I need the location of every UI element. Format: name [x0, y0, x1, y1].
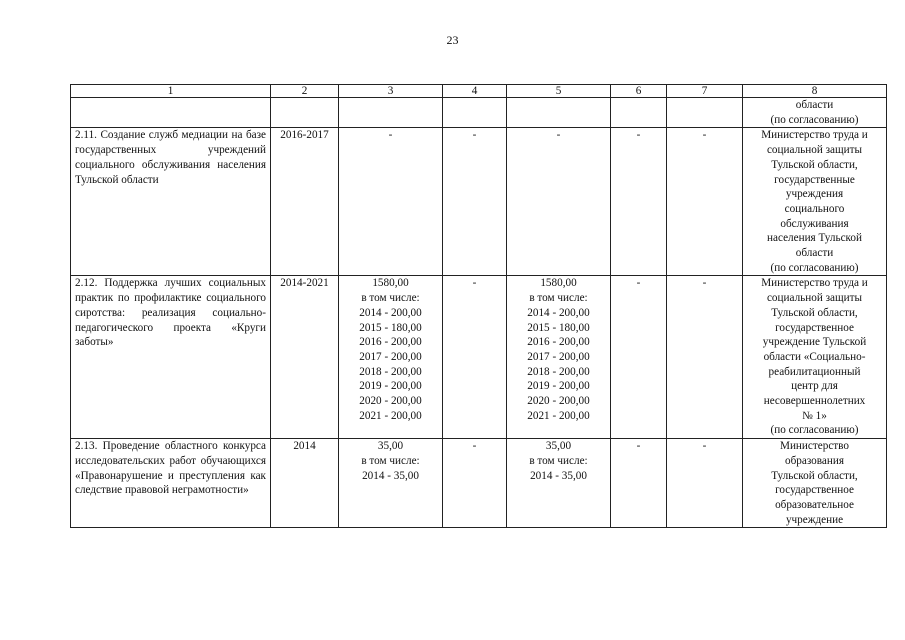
- header-col-4: 4: [443, 85, 507, 98]
- text-line: в том числе:: [361, 454, 420, 467]
- text-line: государственное: [775, 484, 854, 497]
- text-line: 2016 - 200,00: [527, 336, 590, 349]
- text-line: центр для: [791, 380, 838, 393]
- funding-cell: -: [443, 276, 507, 439]
- header-row: [71, 85, 887, 98]
- text-line: 2021 - 200,00: [527, 409, 590, 422]
- funding-cell: -: [443, 439, 507, 528]
- text-line: 2019 - 200,00: [359, 380, 422, 393]
- table-cell: [71, 98, 271, 128]
- header-col-3: 3: [339, 85, 443, 98]
- text-line: 2015 - 180,00: [527, 321, 590, 334]
- table-cell: [443, 98, 507, 128]
- text-line: 2014 - 35,00: [362, 469, 419, 482]
- text-line: 2021 - 200,00: [359, 409, 422, 422]
- text-line: 35,00: [377, 440, 404, 453]
- table-cell: [667, 98, 743, 128]
- responsible-cell: [743, 439, 887, 528]
- period-cell: 2014: [271, 439, 339, 528]
- text-line: 2016 - 200,00: [359, 336, 422, 349]
- funding-cell: -: [611, 276, 667, 439]
- funding-cell: -: [667, 439, 743, 528]
- page-number: 23: [446, 33, 459, 47]
- text-line: образовательное: [775, 498, 854, 511]
- measures-table: [70, 84, 887, 528]
- funding-total-cell: [339, 276, 443, 439]
- funding-cell: [507, 439, 611, 528]
- header-col-8: 8: [743, 85, 887, 98]
- text-line: государственные: [774, 173, 855, 186]
- header-col-7: 7: [667, 85, 743, 98]
- text-line: социальной защиты: [766, 144, 863, 157]
- text-line: -: [388, 129, 393, 142]
- funding-total-cell: [339, 128, 443, 276]
- table-row: [71, 128, 887, 276]
- text-line: учреждение: [785, 513, 844, 526]
- text-line: Тульской области,: [771, 158, 858, 171]
- table-row: [71, 276, 887, 439]
- text-line: 2017 - 200,00: [527, 350, 590, 363]
- text-line: 2014 - 35,00: [530, 469, 587, 482]
- text-line: населения Тульской: [767, 232, 862, 245]
- text-line: социальной защиты: [766, 292, 863, 305]
- funding-cell: -: [443, 128, 507, 276]
- text-line: Тульской области,: [771, 306, 858, 319]
- responsible-cell: [743, 98, 887, 128]
- text-line: (по согласованию): [770, 113, 859, 126]
- measure-name-cell: 2.11. Создание служб медиации на базе государственных учреждений социального обслуживания населения Тульской области: [71, 128, 271, 276]
- table-cell: [611, 98, 667, 128]
- text-line: 2018 - 200,00: [359, 365, 422, 378]
- text-line: области «Социально-: [763, 350, 866, 363]
- text-line: несовершеннолетних: [763, 395, 866, 408]
- funding-cell: -: [667, 128, 743, 276]
- table-row: [71, 439, 887, 528]
- text-line: реабилитационный: [768, 365, 861, 378]
- continuation-row: [71, 98, 887, 128]
- funding-cell: [507, 276, 611, 439]
- text-line: 1580,00: [540, 277, 577, 290]
- period-cell: 2014-2021: [271, 276, 339, 439]
- header-col-2: 2: [271, 85, 339, 98]
- text-line: учреждения: [785, 188, 844, 201]
- text-line: 2019 - 200,00: [527, 380, 590, 393]
- text-line: 1580,00: [372, 277, 409, 290]
- text-line: (по согласованию): [770, 261, 859, 274]
- funding-cell: -: [611, 439, 667, 528]
- text-line: Министерство труда и: [761, 277, 868, 290]
- text-line: 2015 - 180,00: [359, 321, 422, 334]
- funding-total-cell: [339, 439, 443, 528]
- text-line: государственное: [775, 321, 854, 334]
- text-line: в том числе:: [361, 292, 420, 305]
- funding-cell: -: [611, 128, 667, 276]
- text-line: № 1»: [802, 409, 827, 422]
- measure-name-cell: 2.13. Проведение областного конкурса исследовательских работ обучающихся «Правонарушение и преступления как следствие правовой неграмотности»: [71, 439, 271, 528]
- responsible-cell: [743, 276, 887, 439]
- text-line: в том числе:: [529, 454, 588, 467]
- text-line: 2018 - 200,00: [527, 365, 590, 378]
- funding-cell: [507, 128, 611, 276]
- table-cell: [271, 98, 339, 128]
- text-line: Тульской области,: [771, 469, 858, 482]
- text-line: учреждение Тульской: [762, 336, 867, 349]
- text-line: области: [795, 247, 834, 260]
- header-col-1: 1: [71, 85, 271, 98]
- text-line: Министерство труда и: [761, 129, 868, 142]
- text-line: 2020 - 200,00: [359, 395, 422, 408]
- measure-name-cell: 2.12. Поддержка лучших социальных практик по профилактике социального сиротства: реализация социально-педагогического проекта «Круги заботы»: [71, 276, 271, 439]
- text-line: обслуживания: [780, 217, 849, 230]
- header-col-6: 6: [611, 85, 667, 98]
- text-line: 2014 - 200,00: [359, 306, 422, 319]
- text-line: области: [795, 99, 834, 111]
- funding-cell: -: [667, 276, 743, 439]
- text-line: в том числе:: [529, 292, 588, 305]
- text-line: (по согласованию): [770, 424, 859, 437]
- text-line: Министерство: [780, 440, 849, 453]
- responsible-cell: [743, 128, 887, 276]
- table-cell: [339, 98, 443, 128]
- text-line: 2014 - 200,00: [527, 306, 590, 319]
- text-line: -: [556, 129, 561, 142]
- text-line: 2017 - 200,00: [359, 350, 422, 363]
- text-line: социального: [784, 202, 845, 215]
- text-line: 35,00: [545, 440, 572, 453]
- table-cell: [507, 98, 611, 128]
- period-cell: 2016-2017: [271, 128, 339, 276]
- header-col-5: 5: [507, 85, 611, 98]
- text-line: образования: [784, 454, 844, 467]
- text-line: 2020 - 200,00: [527, 395, 590, 408]
